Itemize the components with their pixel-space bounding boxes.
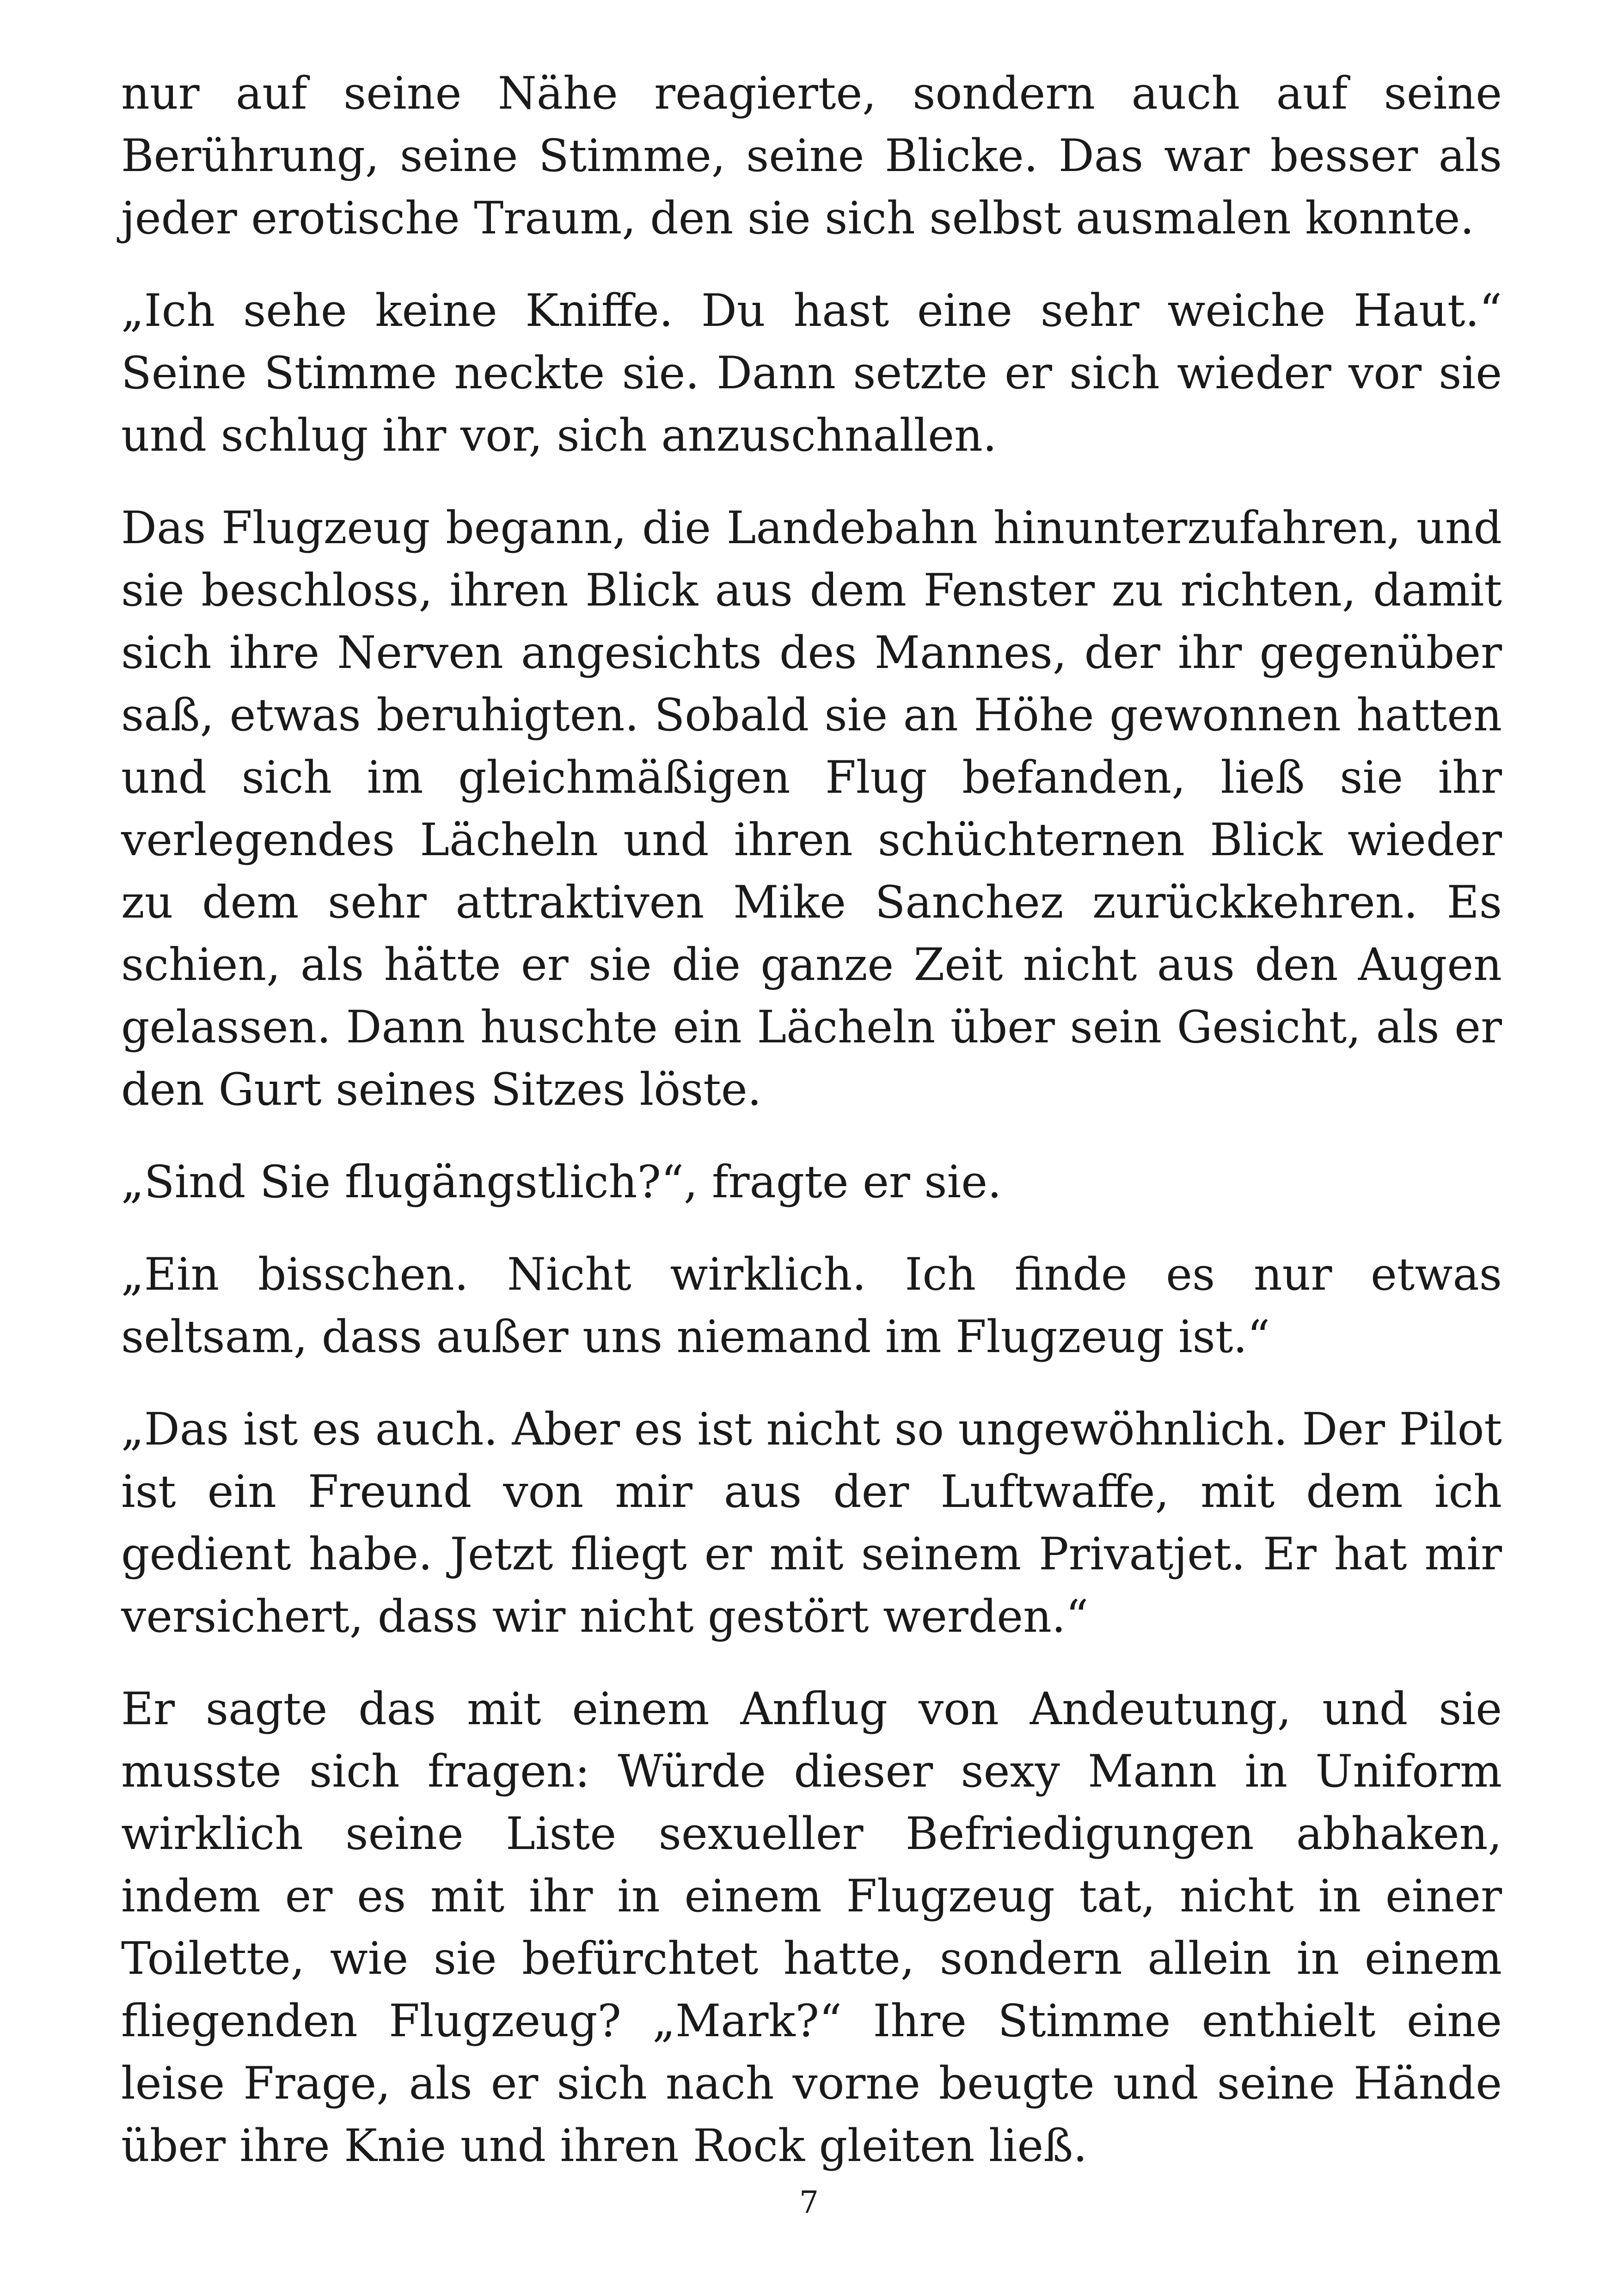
body-text xyxy=(121,62,1502,2177)
paragraph-5: „Ein bisschen. Nicht wirklich. Ich finde es nur etwas seltsam, dass außer uns niemand im Flugzeug ist.“ xyxy=(121,1249,1502,1363)
paragraph-1: nur auf seine Nähe reagierte, sondern auch auf seine Berührung, seine Stimme, seine Blicke. Das war besser als jeder erotische Traum, den sie sich selbst ausmalen konnte. xyxy=(121,67,1502,244)
paragraph-3: Das Flugzeug begann, die Landebahn hinunterzufahren, und sie beschloss, ihren Blick aus dem Fenster zu richten, damit sich ihre Nerven angesichts des Mannes, der ihr gegenüber saß, etwas beruhigten. Sobald sie an Höhe gewonnen hatten und sich im gleichmäßigen Flug befanden, ließ sie ihr verlegendes Lächeln und ihren schüchternen Blick wieder zu dem sehr attraktiven Mike Sanchez zurückkehren. Es schien, als hätte er sie die ganze Zeit nicht aus den Augen gelassen. Dann huschte ein Lächeln über sein Gesicht, als er den Gurt seines Sitzes löste. xyxy=(121,502,1502,1115)
paragraph-7: Er sagte das mit einem Anflug von Andeutung, und sie musste sich fragen: Würde dieser sexy Mann in Uniform wirklich seine Liste sexueller Befriedigungen abhaken, indem er es mit ihr in einem Flugzeug tat, nicht in einer Toilette, wie sie befürchtet hatte, sondern allein in einem fliegenden Flugzeug? „Mark?“ Ihre Stimme enthielt eine leise Frage, als er sich nach vorne beugte und seine Hände über ihre Knie und ihren Rock gleiten ließ. xyxy=(121,1683,1502,2172)
paragraph-4: „Sind Sie flugängstlich?“, fragte er sie. xyxy=(121,1156,1002,1208)
page-number: 7 xyxy=(799,2185,819,2220)
paragraph-6: „Das ist es auch. Aber es ist nicht so ungewöhnlich. Der Pilot ist ein Freund von mir aus der Luftwaffe, mit dem ich gedient habe. Jetzt fliegt er mit seinem Privatjet. Er hat mir versichert, dass wir nicht gestört werden.“ xyxy=(121,1403,1502,1642)
paragraph-2: „Ich sehe keine Kniffe. Du hast eine sehr weiche Haut.“ Seine Stimme neckte sie. Dann setzte er sich wieder vor sie und schlug ihr vor, sich anzuschnallen. xyxy=(121,285,1502,461)
